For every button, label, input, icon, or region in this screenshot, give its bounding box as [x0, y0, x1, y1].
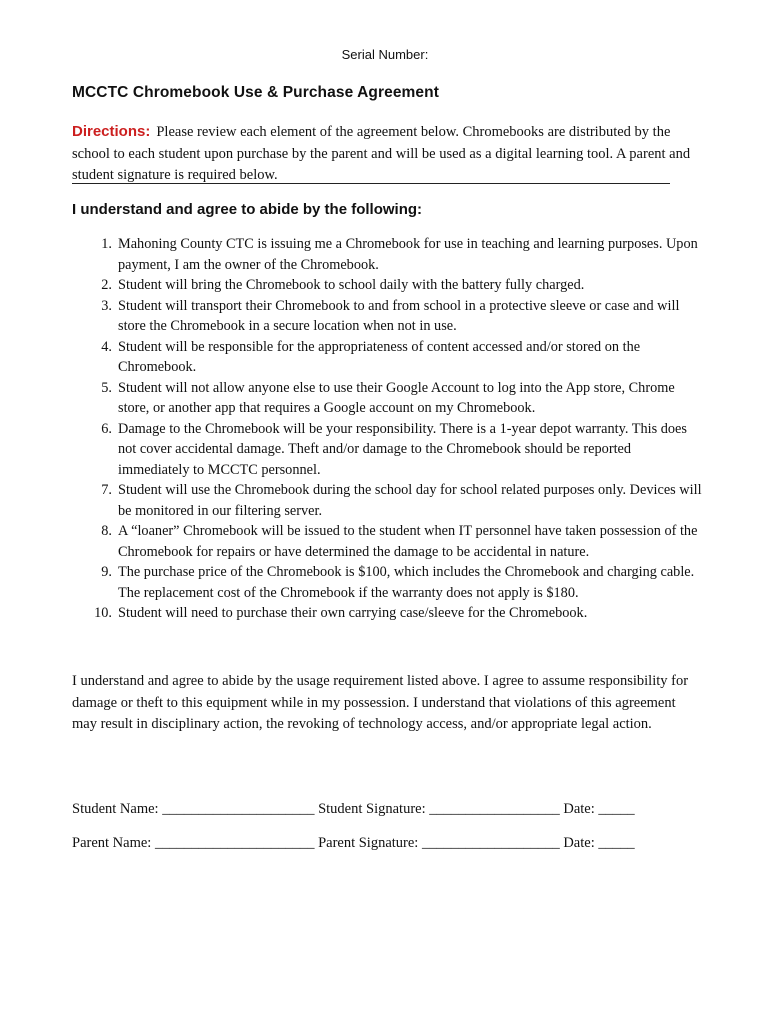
terms-heading: I understand and agree to abide by the following:: [72, 201, 423, 218]
term-number: 9.: [101, 564, 112, 580]
term-text: Student will need to purchase their own carrying case/sleeve for the Chromebook.: [118, 605, 588, 621]
term-item: [72, 562, 704, 603]
term-text: Mahoning County CTC is issuing me a Chromebook for use in teaching and learning purposes. Upon payment, I am the owner of the Chromebook.: [118, 236, 698, 273]
term-number: 2.: [101, 277, 112, 293]
term-text: Student will bring the Chromebook to school daily with the battery fully charged.: [118, 277, 585, 293]
directions-underline: [72, 183, 670, 184]
directions-text: Please review each element of the agreement below. Chromebooks are distributed by the school to each student upon purchase by the parent and will be used as a digital learning tool. A parent and student signature is required below.: [72, 124, 691, 183]
term-text: The purchase price of the Chromebook is $100, which includes the Chromebook and charging cable. The replacement cost of the Chromebook if the warranty does not apply is $180.: [118, 564, 695, 601]
document-title: MCCTC Chromebook Use & Purchase Agreement: [72, 84, 439, 101]
parent-signature-line[interactable]: Parent Name: ______________________ Parent Signature: ___________________ Date: _____: [72, 835, 635, 851]
term-item: [72, 275, 704, 296]
terms-list: [72, 234, 704, 624]
term-number: 7.: [101, 482, 112, 498]
directions-paragraph: [72, 121, 702, 187]
term-item: [72, 378, 704, 419]
term-item: [72, 521, 704, 562]
term-item: [72, 419, 704, 481]
term-text: A “loaner” Chromebook will be issued to the student when IT personnel have taken possession of the Chromebook for repairs or have determined the damage to be accidental in nature.: [118, 523, 698, 560]
term-number: 1.: [101, 236, 112, 252]
term-number: 5.: [101, 379, 112, 396]
term-text: Student will be responsible for the appropriateness of content accessed and/or stored on the Chromebook.: [118, 338, 641, 375]
term-item: [72, 603, 704, 624]
term-number: 8.: [101, 523, 112, 539]
term-item: [72, 234, 704, 275]
serial-number-label: Serial Number:: [341, 47, 429, 62]
term-item: [72, 480, 704, 521]
directions-label: Directions:: [72, 123, 151, 140]
student-signature-line[interactable]: Student Name: _____________________ Student Signature: __________________ Date: _____: [72, 801, 635, 817]
term-item: [72, 337, 704, 378]
term-text: Damage to the Chromebook will be your responsibility. There is a 1-year depot warranty. This does not cover accidental damage. Theft and/or damage to the Chromebook should be reported immediately to MCCTC personnel.: [118, 420, 687, 478]
term-number: 4.: [101, 338, 112, 355]
term-item: [72, 296, 704, 337]
term-number: 10.: [94, 605, 112, 621]
term-text: Student will not allow anyone else to use their Google Account to log into the App store, Chrome store, or another app that requires a Google account on my Chromebook.: [118, 379, 675, 416]
term-number: 6.: [101, 420, 112, 437]
agreement-statement: I understand and agree to abide by the usage requirement listed above. I agree to assume responsibility for damage or theft to this equipment while in my possession. I understand that violations of this agreement may result in disciplinary action, the revoking of technology access, and/or appropriate legal action.: [72, 673, 689, 732]
term-text: Student will use the Chromebook during the school day for school related purposes only. Devices will be monitored in our filtering server.: [118, 482, 702, 519]
term-text: Student will transport their Chromebook to and from school in a protective sleeve or case and will store the Chromebook in a secure location when not in use.: [118, 297, 680, 334]
term-number: 3.: [101, 297, 112, 314]
